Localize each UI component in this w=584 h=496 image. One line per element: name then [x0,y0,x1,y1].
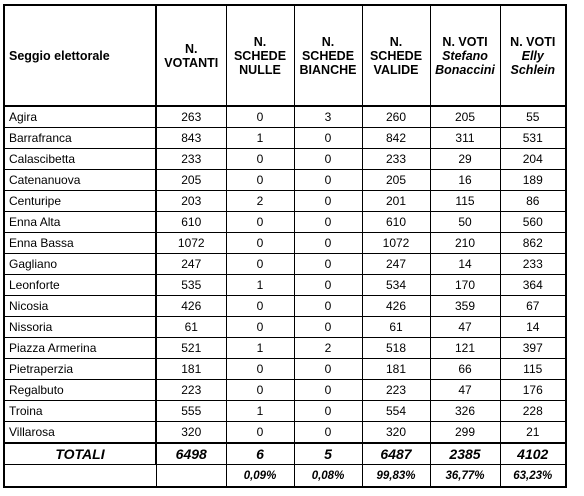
cell-seggio: Calascibetta [4,149,156,170]
cell-valide: 223 [362,380,430,401]
table-row [4,106,566,128]
cell-seggio: Troina [4,401,156,422]
cell-bianche: 0 [294,128,362,149]
cell-valide: 181 [362,359,430,380]
cell-bonaccini: 121 [430,338,500,359]
cell-seggio: Piazza Armerina [4,338,156,359]
header-voti-bonaccini: N. VOTI Stefano Bonaccini [430,5,500,106]
cell-seggio: Gagliano [4,254,156,275]
cell-nulle: 1 [226,401,294,422]
cell-bonaccini: 359 [430,296,500,317]
cell-seggio: Barrafranca [4,128,156,149]
cell-bonaccini: 326 [430,401,500,422]
cell-votanti: 203 [156,191,226,212]
cell-bonaccini: 311 [430,128,500,149]
cell-schlein: 204 [500,149,566,170]
cell-nulle: 0 [226,106,294,128]
table-row [4,212,566,233]
table-row [4,422,566,444]
cell-schlein: 531 [500,128,566,149]
cell-votanti: 320 [156,422,226,444]
cell-bonaccini: 29 [430,149,500,170]
cell-bianche: 0 [294,359,362,380]
cell-schlein: 21 [500,422,566,444]
cell-seggio: Leonforte [4,275,156,296]
cell-nulle: 0 [226,233,294,254]
cell-seggio: Agira [4,106,156,128]
cell-bianche: 0 [294,401,362,422]
cell-bianche: 2 [294,338,362,359]
cell-nulle: 0 [226,317,294,338]
cell-bianche: 3 [294,106,362,128]
cell-schlein: 228 [500,401,566,422]
percentages-row [4,465,566,488]
totals-schlein: 4102 [500,443,566,465]
table-row [4,317,566,338]
cell-seggio: Centuripe [4,191,156,212]
cell-bianche: 0 [294,296,362,317]
cell-valide: 61 [362,317,430,338]
header-voti-schlein: N. VOTI Elly Schlein [500,5,566,106]
cell-nulle: 1 [226,338,294,359]
cell-votanti: 1072 [156,233,226,254]
cell-bonaccini: 50 [430,212,500,233]
percentage-nulle: 0,09% [226,465,294,488]
cell-bianche: 0 [294,380,362,401]
cell-valide: 201 [362,191,430,212]
table-row [4,170,566,191]
cell-nulle: 0 [226,380,294,401]
cell-seggio: Enna Alta [4,212,156,233]
cell-votanti: 61 [156,317,226,338]
cell-nulle: 0 [226,359,294,380]
table-row [4,380,566,401]
cell-schlein: 233 [500,254,566,275]
cell-votanti: 555 [156,401,226,422]
cell-nulle: 0 [226,212,294,233]
cell-votanti: 426 [156,296,226,317]
percentage-schlein: 63,23% [500,465,566,488]
cell-bianche: 0 [294,275,362,296]
cell-seggio: Nicosia [4,296,156,317]
cell-nulle: 1 [226,128,294,149]
cell-schlein: 560 [500,212,566,233]
table-row [4,149,566,170]
cell-bonaccini: 14 [430,254,500,275]
header-schede-valide: N. SCHEDE VALIDE [362,5,430,106]
cell-nulle: 1 [226,275,294,296]
cell-nulle: 0 [226,254,294,275]
totals-label: TOTALI [4,443,156,465]
cell-votanti: 535 [156,275,226,296]
cell-bianche: 0 [294,149,362,170]
cell-seggio: Catenanuova [4,170,156,191]
percentage-valide: 99,83% [362,465,430,488]
header-schede-nulle: N. SCHEDE NULLE [226,5,294,106]
cell-bianche: 0 [294,233,362,254]
cell-valide: 205 [362,170,430,191]
cell-nulle: 0 [226,296,294,317]
cell-bianche: 0 [294,422,362,444]
cell-votanti: 233 [156,149,226,170]
cell-votanti: 610 [156,212,226,233]
cell-valide: 1072 [362,233,430,254]
cell-schlein: 115 [500,359,566,380]
percentage-bianche: 0,08% [294,465,362,488]
cell-valide: 518 [362,338,430,359]
table-row [4,359,566,380]
cell-seggio: Regalbuto [4,380,156,401]
cell-nulle: 2 [226,191,294,212]
cell-votanti: 223 [156,380,226,401]
cell-bonaccini: 66 [430,359,500,380]
cell-votanti: 521 [156,338,226,359]
cell-bianche: 0 [294,317,362,338]
totals-nulle: 6 [226,443,294,465]
percentage-bonaccini: 36,77% [430,465,500,488]
cell-valide: 247 [362,254,430,275]
cell-schlein: 176 [500,380,566,401]
totals-bianche: 5 [294,443,362,465]
cell-valide: 320 [362,422,430,444]
table-row [4,233,566,254]
cell-bonaccini: 170 [430,275,500,296]
table-row [4,296,566,317]
cell-seggio: Villarosa [4,422,156,444]
header-row [4,5,566,106]
totals-votanti: 6498 [156,443,226,465]
cell-bonaccini: 47 [430,380,500,401]
cell-bonaccini: 16 [430,170,500,191]
percentages-empty-cell [4,465,156,488]
cell-schlein: 364 [500,275,566,296]
cell-schlein: 189 [500,170,566,191]
totals-bonaccini: 2385 [430,443,500,465]
table-row [4,254,566,275]
cell-nulle: 0 [226,149,294,170]
table-row [4,275,566,296]
cell-nulle: 0 [226,170,294,191]
cell-valide: 842 [362,128,430,149]
cell-bianche: 0 [294,254,362,275]
cell-bonaccini: 115 [430,191,500,212]
cell-seggio: Pietraperzia [4,359,156,380]
cell-valide: 554 [362,401,430,422]
cell-bianche: 0 [294,191,362,212]
cell-votanti: 181 [156,359,226,380]
table-row [4,191,566,212]
percentages-empty-cell [156,465,226,488]
cell-schlein: 862 [500,233,566,254]
cell-valide: 260 [362,106,430,128]
cell-valide: 233 [362,149,430,170]
cell-schlein: 67 [500,296,566,317]
table-row [4,401,566,422]
cell-seggio: Enna Bassa [4,233,156,254]
table-row [4,338,566,359]
cell-schlein: 397 [500,338,566,359]
cell-bonaccini: 210 [430,233,500,254]
table-row [4,128,566,149]
header-seggio: Seggio elettorale [4,5,156,106]
cell-nulle: 0 [226,422,294,444]
cell-schlein: 86 [500,191,566,212]
cell-bonaccini: 47 [430,317,500,338]
cell-bonaccini: 299 [430,422,500,444]
cell-votanti: 205 [156,170,226,191]
totals-valide: 6487 [362,443,430,465]
cell-valide: 534 [362,275,430,296]
election-results-table [3,4,567,488]
cell-seggio: Nissoria [4,317,156,338]
cell-votanti: 843 [156,128,226,149]
cell-votanti: 263 [156,106,226,128]
totals-row [4,443,566,465]
cell-votanti: 247 [156,254,226,275]
cell-bianche: 0 [294,212,362,233]
cell-bianche: 0 [294,170,362,191]
cell-schlein: 55 [500,106,566,128]
header-votanti: N. VOTANTI [156,5,226,106]
cell-schlein: 14 [500,317,566,338]
cell-valide: 426 [362,296,430,317]
cell-valide: 610 [362,212,430,233]
cell-bonaccini: 205 [430,106,500,128]
header-schede-bianche: N. SCHEDE BIANCHE [294,5,362,106]
